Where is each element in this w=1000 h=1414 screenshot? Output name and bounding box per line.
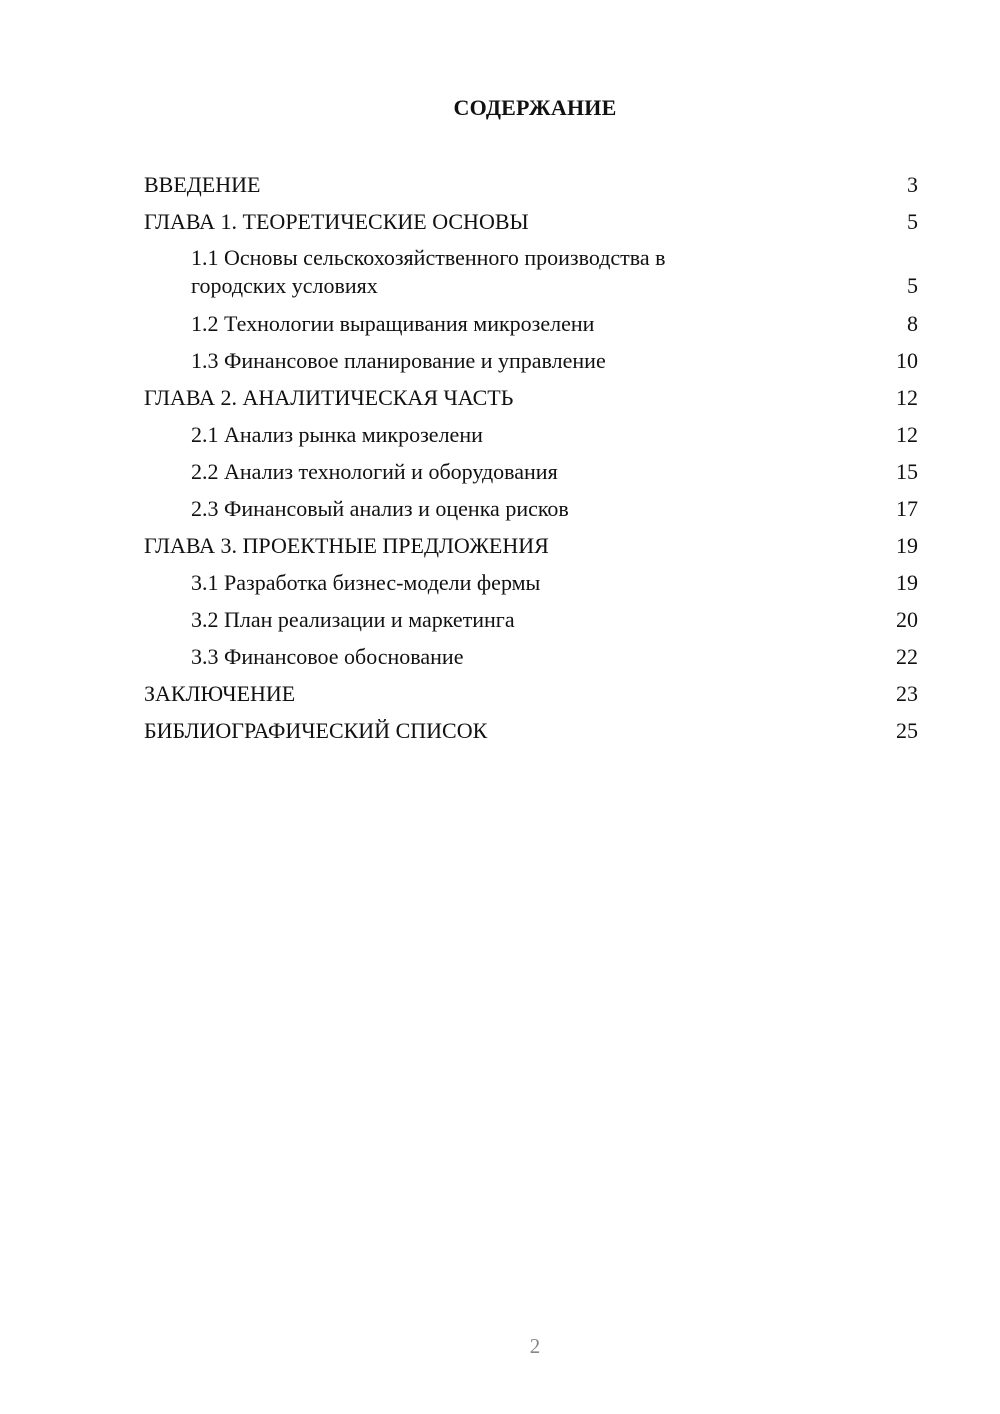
toc-entry-section-1-1[interactable]	[144, 240, 920, 305]
toc-entry-section-3-2[interactable]	[144, 601, 920, 638]
toc-entry-page: 12	[896, 422, 918, 447]
document-title: СОДЕРЖАНИЕ	[453, 95, 617, 120]
toc-entry-page: 3	[907, 172, 918, 197]
toc-entry-section-2-1[interactable]	[144, 416, 920, 453]
toc-entry-bibliography[interactable]	[144, 712, 920, 749]
toc-entry-page: 19	[896, 533, 918, 558]
toc-entry-chapter-3[interactable]	[144, 527, 920, 564]
toc-entry-page: 17	[896, 496, 918, 521]
toc-entry-label: ВВЕДЕНИЕ	[144, 172, 261, 197]
toc-entry-page: 5	[907, 273, 918, 298]
toc-entry-label: 1.2 Технологии выращивания микрозелени	[191, 311, 595, 336]
toc-entry-section-1-2[interactable]	[144, 305, 920, 342]
toc-entry-page: 15	[896, 459, 918, 484]
toc-entry-label: ГЛАВА 2. АНАЛИТИЧЕСКАЯ ЧАСТЬ	[144, 385, 514, 410]
toc-entry-label: 3.1 Разработка бизнес-модели фермы	[191, 570, 541, 595]
toc-entry-label: БИБЛИОГРАФИЧЕСКИЙ СПИСОК	[144, 718, 488, 743]
toc-entry-page: 19	[896, 570, 918, 595]
toc-entry-introduction[interactable]	[144, 166, 920, 203]
page-number: 2	[529, 1334, 541, 1358]
toc-entry-label: 3.2 План реализации и маркетинга	[191, 607, 515, 632]
toc-entry-page: 12	[896, 385, 918, 410]
toc-entry-label: 1.1 Основы сельскохозяйственного производства в городских условиях	[191, 245, 666, 298]
toc-entry-section-2-3[interactable]	[144, 490, 920, 527]
toc-entry-page: 25	[896, 718, 918, 743]
toc-entry-label: ГЛАВА 3. ПРОЕКТНЫЕ ПРЕДЛОЖЕНИЯ	[144, 533, 549, 558]
toc-entry-page: 8	[907, 311, 918, 336]
toc-entry-section-1-3[interactable]	[144, 342, 920, 379]
toc-entry-page: 5	[907, 209, 918, 234]
toc-entry-label: 2.3 Финансовый анализ и оценка рисков	[191, 496, 569, 521]
toc-entry-label: 2.2 Анализ технологий и оборудования	[191, 459, 558, 484]
toc-entry-label: ГЛАВА 1. ТЕОРЕТИЧЕСКИЕ ОСНОВЫ	[144, 209, 529, 234]
toc-entry-label: 2.1 Анализ рынка микрозелени	[191, 422, 483, 447]
toc-entry-chapter-2[interactable]	[144, 379, 920, 416]
toc-entry-label: ЗАКЛЮЧЕНИЕ	[144, 681, 296, 706]
table-of-contents	[144, 166, 920, 749]
toc-entry-conclusion[interactable]	[144, 675, 920, 712]
toc-entry-page: 20	[896, 607, 918, 632]
toc-entry-page: 22	[896, 644, 918, 669]
toc-entry-page: 23	[896, 681, 918, 706]
toc-entry-label: 3.3 Финансовое обоснование	[191, 644, 464, 669]
toc-entry-chapter-1[interactable]	[144, 203, 920, 240]
toc-entry-page: 10	[896, 348, 918, 373]
toc-entry-section-2-2[interactable]	[144, 453, 920, 490]
toc-entry-section-3-1[interactable]	[144, 564, 920, 601]
toc-entry-section-3-3[interactable]	[144, 638, 920, 675]
toc-entry-label: 1.3 Финансовое планирование и управление	[191, 348, 606, 373]
